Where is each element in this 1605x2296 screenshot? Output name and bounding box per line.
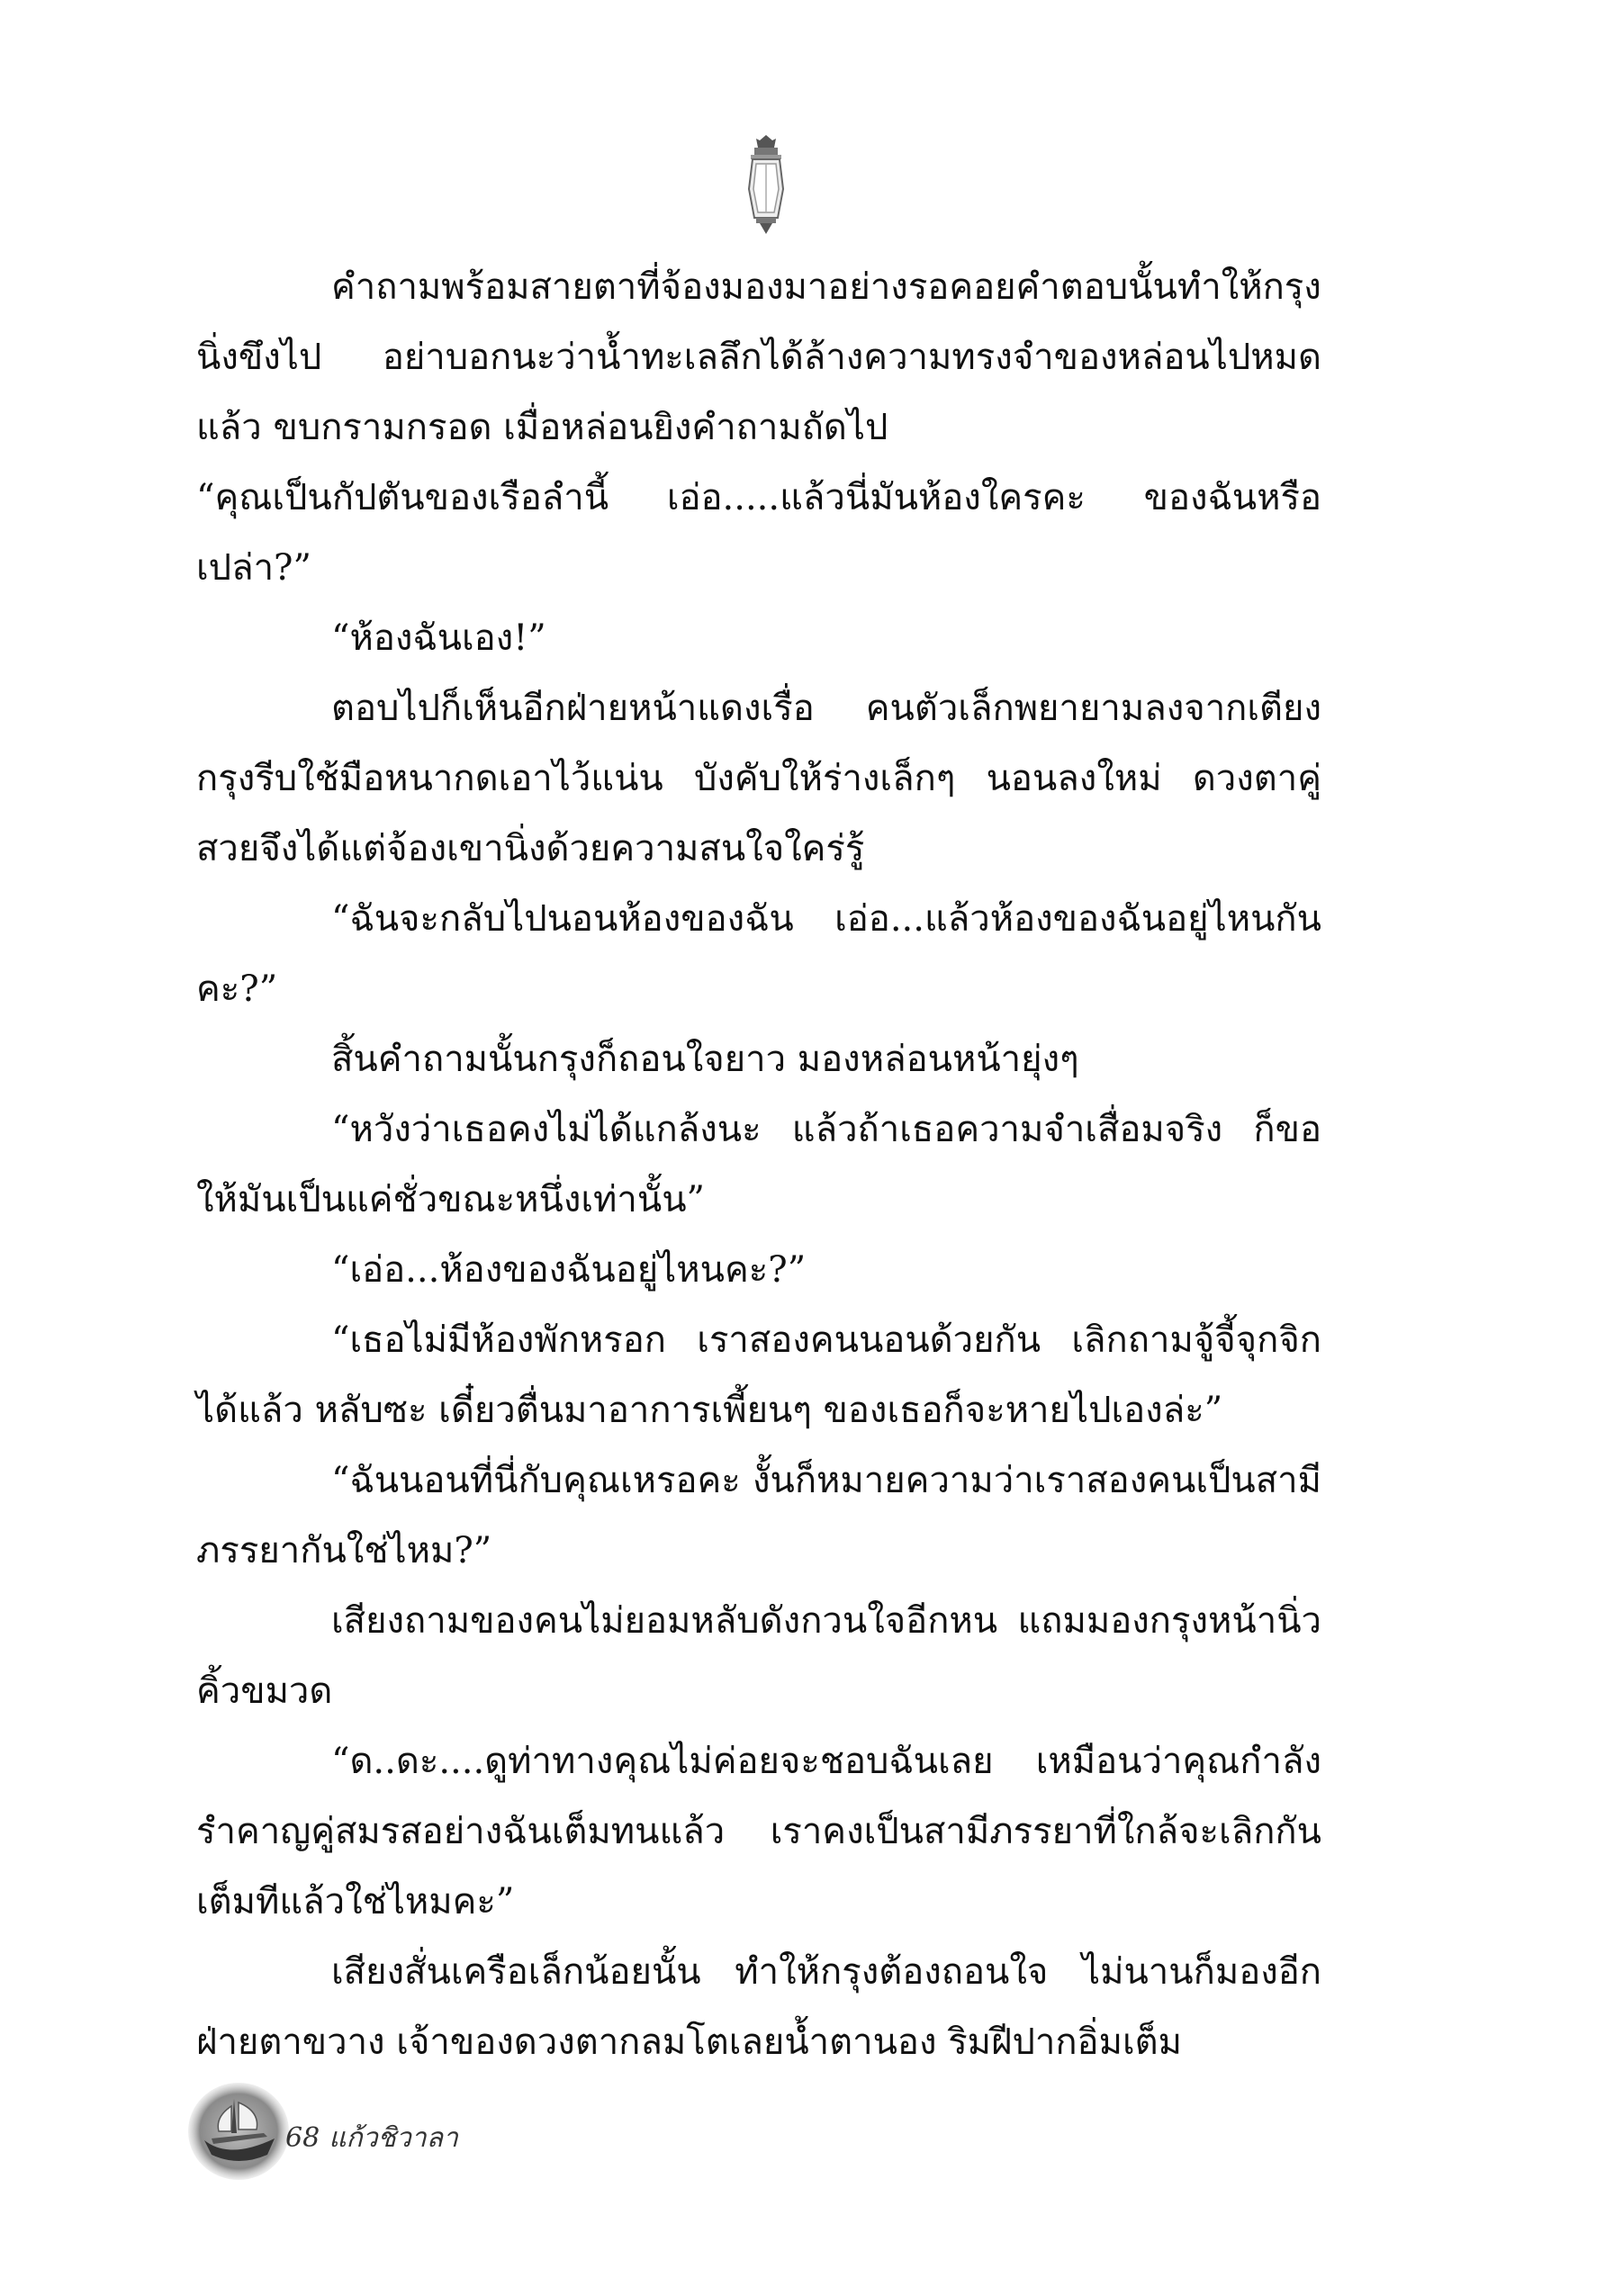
paragraph: “ห้องฉันเอง!” — [331, 617, 546, 659]
paragraph: “คุณเป็นกัปตันของเรือลำนี้ เอ่อ.....แล้วนี่มันห้องใครคะ ของฉันหรือเปล่า?” — [196, 477, 1321, 589]
paragraph: เสียงถามของคนไม่ยอมหลับดังกวนใจอีกหน แถมมองกรุงหน้านิ่วคิ้วขมวด — [196, 1600, 1321, 1712]
page-footer — [185, 2079, 545, 2187]
lantern-icon — [744, 135, 789, 239]
body-text — [196, 252, 1321, 2077]
paragraph: “เธอไม่มีห้องพักหรอก เราสองคนนอนด้วยกัน เลิกถามจู้จี้จุกจิกได้แล้ว หลับซะ เดี๋ยวตื่นมาอาการเพี้ยนๆ ของเธอก็จะหายไปเองล่ะ” — [196, 1319, 1321, 1431]
paragraph: เสียงสั่นเครือเล็กน้อยนั้น ทำให้กรุงต้องถอนใจ ไม่นานก็มองอีกฝ่ายตาขวาง เจ้าของดวงตากลมโตเลยน้ำตานอง ริมฝีปากอิ่มเต็ม — [196, 1951, 1321, 2063]
ship-emblem-icon — [185, 2079, 293, 2183]
footer-label — [285, 2117, 467, 2159]
paragraph: สิ้นคำถามนั้นกรุงก็ถอนใจยาว มองหล่อนหน้ายุ่งๆ — [331, 1039, 1079, 1080]
paragraph: ตอบไปก็เห็นอีกฝ่ายหน้าแดงเรื่อ คนตัวเล็กพยายามลงจากเตียง กรุงรีบใช้มือหนากดเอาไว้แน่น บังคับให้ร่างเล็กๆ นอนลงใหม่ ดวงตาคู่สวยจึงได้แต่จ้องเขานิ่งด้วยความสนใจใคร่รู้ — [196, 688, 1321, 869]
paragraph: “เอ่อ...ห้องของฉันอยู่ไหนคะ?” — [331, 1249, 807, 1291]
paragraph: “ด..ดะ....ดูท่าทางคุณไม่ค่อยจะชอบฉันเลย เหมือนว่าคุณกำลังรำคาญคู่สมรสอย่างฉันเต็มทนแล้ว เราคงเป็นสามีภรรยาที่ใกล้จะเลิกกันเต็มทีแล้วใช่ไหมคะ” — [196, 1741, 1321, 1922]
paragraph: “หวังว่าเธอคงไม่ได้แกล้งนะ แล้วถ้าเธอความจำเสื่อมจริง ก็ขอให้มันเป็นแค่ชั่วขณะหนึ่งเท่านั้น” — [196, 1109, 1321, 1220]
paragraph: “ฉันจะกลับไปนอนห้องของฉัน เอ่อ...แล้วห้องของฉันอยู่ไหนกันคะ?” — [196, 898, 1321, 1010]
book-title: แก้วชิวาลา — [329, 2122, 458, 2154]
page-number: 68 — [285, 2122, 320, 2154]
paragraph: “ฉันนอนที่นี่กับคุณเหรอคะ งั้นก็หมายความว่าเราสองคนเป็นสามีภรรยากันใช่ไหม?” — [196, 1460, 1321, 1571]
paragraph: คำถามพร้อมสายตาที่จ้องมองมาอย่างรอคอยคำตอบนั้นทำให้กรุงนิ่งขึงไป อย่าบอกนะว่าน้ำทะเลลึกได้ล้างความทรงจำของหล่อนไปหมดแล้ว ขบกรามกรอด เมื่อหล่อนยิงคำถามถัดไป — [196, 266, 1321, 448]
